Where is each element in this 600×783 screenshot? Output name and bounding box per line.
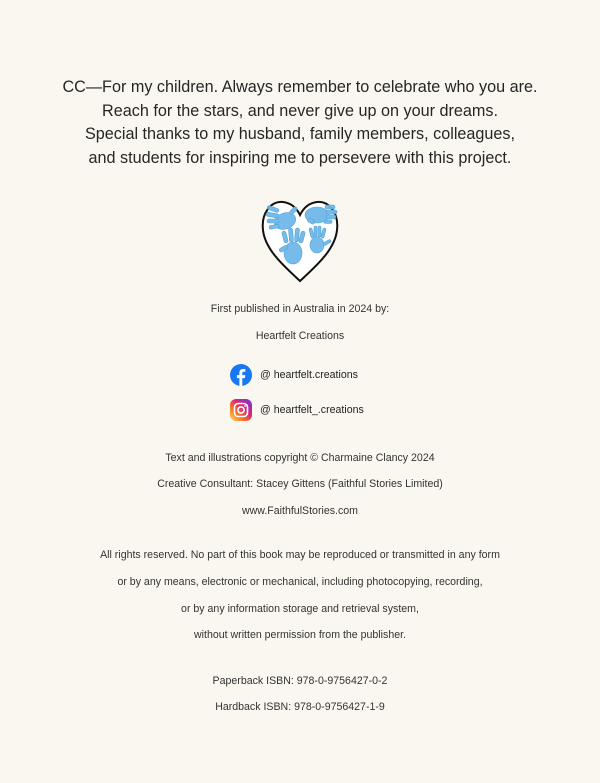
- hardback-isbn: Hardback ISBN: 978-0-9756427-1-9: [215, 701, 385, 713]
- copyright-text: Text and illustrations copyright © Charmaine Clancy 2024: [165, 452, 435, 464]
- dedication-line: Special thanks to my husband, family members, colleagues,: [84, 125, 516, 143]
- consultant-text: Creative Consultant: Stacey Gittens (Faithful Stories Limited): [157, 478, 443, 490]
- dedication-line: and students for inspiring me to persevere with this project.: [88, 148, 512, 167]
- paperback-isbn: Paperback ISBN: 978-0-9756427-0-2: [212, 675, 388, 687]
- rights-line: or by any information storage and retrieval system,: [181, 603, 419, 615]
- dedication-line: Reach for the stars, and never give up on your dreams.: [102, 101, 498, 120]
- instagram-handle: @ heartfelt_.creations: [260, 404, 364, 416]
- dedication-line: CC—For my children. Always remember to celebrate who you are.: [62, 78, 538, 96]
- instagram-link[interactable]: [230, 399, 364, 421]
- rights-line: without written permission from the publisher.: [194, 629, 406, 641]
- facebook-handle: @ heartfelt.creations: [260, 369, 358, 381]
- rights-line: All rights reserved. No part of this book may be reproduced or transmitted in any form: [100, 549, 500, 561]
- heart-handprints-logo: [255, 195, 345, 285]
- instagram-icon: [230, 399, 252, 421]
- facebook-link[interactable]: [230, 364, 358, 386]
- facebook-icon: [230, 364, 252, 386]
- website-link[interactable]: www.FaithfulStories.com: [242, 505, 358, 517]
- dedication: [0, 76, 600, 170]
- first-published-text: First published in Australia in 2024 by:: [210, 303, 390, 315]
- publisher-name: Heartfelt Creations: [255, 330, 345, 342]
- rights-line: or by any means, electronic or mechanical, including photocopying, recording,: [117, 576, 483, 588]
